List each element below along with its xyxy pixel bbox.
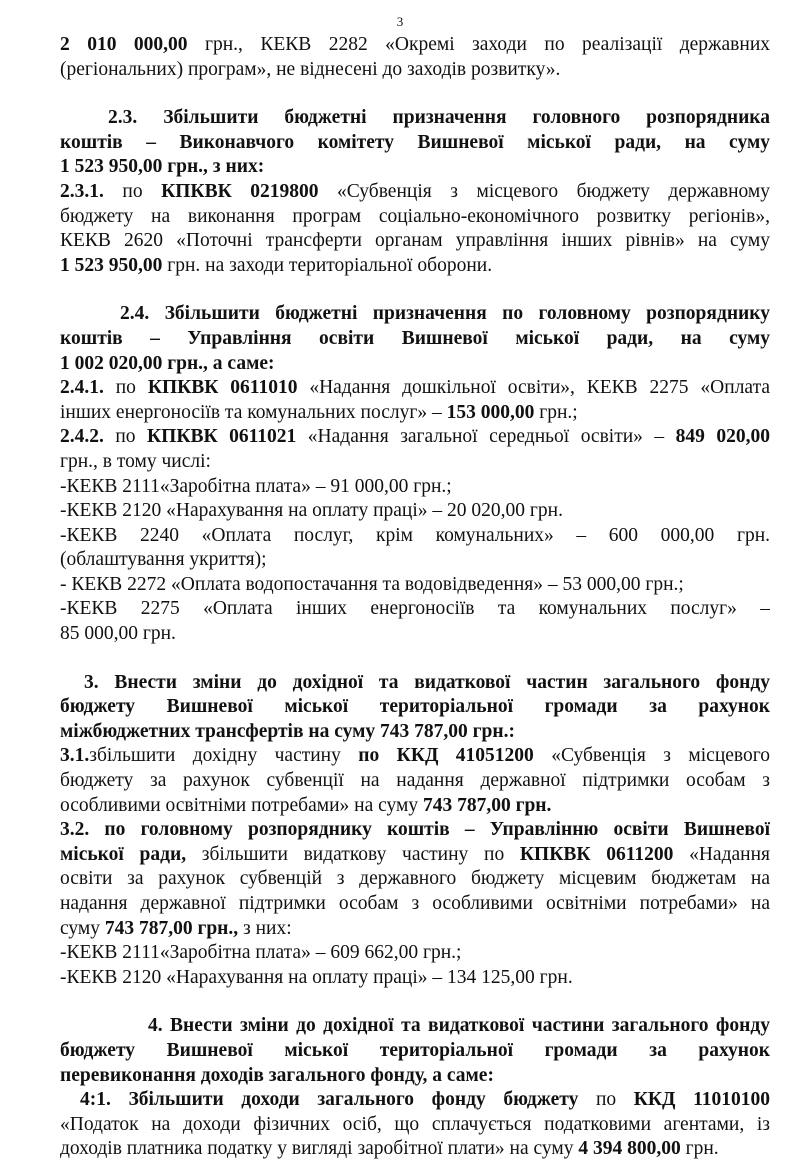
item-3-2: освіти за рахунок субвенцій з державного бюджету місцевим бюджетам на (60, 868, 770, 890)
kekv-line: 85 000,00 грн. (60, 623, 176, 645)
kekv-line: -КЕКВ 2120 «Нарахування на оплату праці» – 134 125,00 грн. (60, 966, 573, 988)
item-2-4-1: 2.4.1. по КПКВК 0611010 «Надання дошкільної освіти», КЕКВ 2275 «Оплата (60, 377, 770, 399)
kekv-line: -КЕКВ 2240 «Оплата послуг, крім комунальних» – 600 000,00 грн. (60, 524, 770, 546)
kekv-line: -КЕКВ 2111«Заробітна плата» – 91 000,00 грн.; (60, 475, 452, 497)
section-2-3-heading: 2.3. Збільшити бюджетні призначення головного розпорядника (108, 107, 770, 129)
section-4-heading: перевиконання доходів загального фонду, а саме: (60, 1064, 494, 1086)
kekv-line: -КЕКВ 2120 «Нарахування на оплату праці» – 20 020,00 грн. (60, 500, 563, 522)
paragraph-line: 2 010 000,00 грн., КЕКВ 2282 «Окремі заходи по реалізації державних (60, 34, 770, 55)
item-2-3-1: бюджету на виконання програм соціально-економічного розвитку регіонів», (60, 205, 770, 227)
item-4-1: 4:1. Збільшити доходи загального фонду бюджету по ККД 11010100 (80, 1089, 770, 1111)
kekv-line: (облаштування укриття); (60, 549, 267, 571)
item-4-1: «Податок на доходи фізичних осіб, що сплачується податковими агентами, із (60, 1113, 770, 1135)
item-2-3-1: 1 523 950,00 грн. на заходи територіальної оборони. (60, 254, 493, 276)
item-3-2: міської ради, збільшити видаткову частину по КПКВК 0611200 «Надання (60, 843, 770, 865)
document-body (60, 33, 770, 1162)
item-3-1: особливими освітніми потребами» на суму 743 787,00 грн. (60, 794, 552, 816)
section-2-3-heading: 1 523 950,00 грн., з них: (60, 156, 265, 178)
section-3-heading: 3. Внести зміни до дохідної та видаткової частин загального фонду (84, 671, 770, 693)
paragraph-line: (регіональних) програм», не віднесені до заходів розвитку». (60, 58, 561, 80)
item-4-1: доходів платника податку у вигляді заробітної плати» на суму 4 394 800,00 грн. (60, 1138, 719, 1160)
item-3-2: суму 743 787,00 грн., з них: (60, 917, 292, 939)
item-2-4-2: грн., в тому числі: (60, 450, 211, 472)
item-2-4-2: 2.4.2. по КПКВК 0611021 «Надання загальної середньої освіти» – 849 020,00 (60, 426, 770, 448)
section-2-4-heading: 1 002 020,00 грн., а саме: (60, 352, 275, 374)
kekv-line: -КЕКВ 2275 «Оплата інших енергоносіїв та комунальних послуг» – (60, 598, 770, 620)
item-2-3-1: 2.3.1. по КПКВК 0219800 «Субвенція з місцевого бюджету державному (60, 180, 770, 202)
section-2-4-heading: коштів – Управління освіти Вишневої міської ради, на суму (60, 327, 770, 349)
page-number: 3 (396, 14, 404, 29)
section-3-heading: міжбюджетних трансфертів на суму 743 787,00 грн.: (60, 720, 515, 742)
kekv-line: -КЕКВ 2111«Заробітна плата» – 609 662,00 грн.; (60, 942, 462, 964)
section-2-3-heading: коштів – Виконавчого комітету Вишневої міської ради, на суму (60, 131, 770, 153)
item-3-2: надання державної підтримки особам з особливими освітніми потребами» на (60, 893, 770, 914)
item-2-3-1: КЕКВ 2620 «Поточні трансферти органам управління інших рівнів» на суму (60, 230, 770, 252)
item-3-1: бюджету за рахунок субвенції на надання державної підтримки особам з (60, 770, 770, 792)
item-3-2: 3.2. по головному розпоряднику коштів – Управлінню освіти Вишневої (60, 819, 770, 841)
section-4-heading: 4. Внести зміни до дохідної та видаткової частини загального фонду (148, 1015, 770, 1037)
item-3-1: 3.1.збільшити дохідну частину по ККД 41051200 «Субвенція з місцевого (60, 745, 770, 767)
section-3-heading: бюджету Вишневої міської територіальної громади за рахунок (60, 696, 770, 718)
item-2-4-1: інших енергоносіїв та комунальних послуг» – 153 000,00 грн.; (60, 401, 578, 423)
section-2-4-heading: 2.4. Збільшити бюджетні призначення по головному розпоряднику (120, 303, 770, 325)
kekv-line: - КЕКВ 2272 «Оплата водопостачання та водовідведення» – 53 000,00 грн.; (60, 573, 684, 595)
section-4-heading: бюджету Вишневої міської територіальної громади за рахунок (60, 1039, 770, 1061)
